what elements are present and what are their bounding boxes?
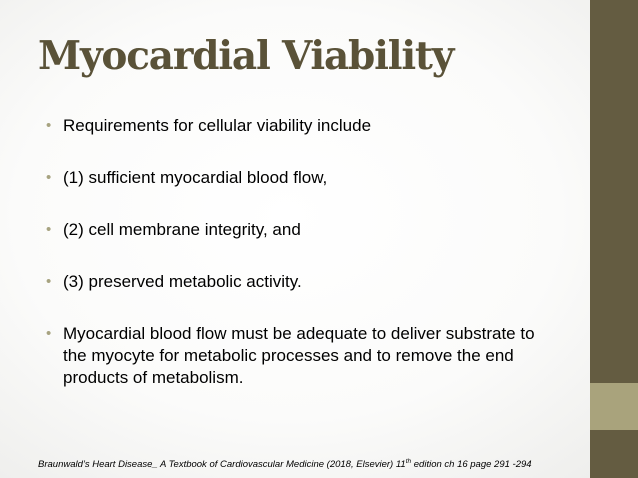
bullet-text: (2) cell membrane integrity, and <box>63 220 301 239</box>
side-bar-top-block <box>590 0 638 383</box>
bullet-list <box>46 115 556 389</box>
slide-title: Myocardial Viability <box>38 33 454 79</box>
bullet-item <box>46 115 556 137</box>
bullet-item <box>46 323 556 389</box>
decorative-side-bar <box>590 0 638 478</box>
citation-text: Braunwald’s Heart Disease_ A Textbook of Cardiovascular Medicine (2018, Elsevier) 11 <box>38 459 406 470</box>
bullet-marker-icon: • <box>46 169 52 186</box>
bullet-marker-icon: • <box>46 117 52 134</box>
citation-superscript: th <box>405 457 412 465</box>
side-bar-bottom-block <box>590 430 638 478</box>
bullet-item <box>46 167 556 189</box>
bullet-marker-icon: • <box>46 273 52 290</box>
citation-suffix: edition ch 16 page 291 -294 <box>411 459 532 470</box>
citation <box>38 459 532 470</box>
bullet-item <box>46 271 556 293</box>
bullet-text: (3) preserved metabolic activity. <box>63 272 302 291</box>
bullet-text: Myocardial blood flow must be adequate to deliver substrate to the myocyte for metabolic processes and to remove the end products of metabolism. <box>63 324 535 387</box>
bullet-text: Requirements for cellular viability include <box>63 116 372 135</box>
bullet-text: (1) sufficient myocardial blood flow, <box>63 168 328 187</box>
side-bar-middle-block <box>590 383 638 430</box>
bullet-marker-icon: • <box>46 325 52 342</box>
bullet-item <box>46 219 556 241</box>
bullet-marker-icon: • <box>46 221 52 238</box>
